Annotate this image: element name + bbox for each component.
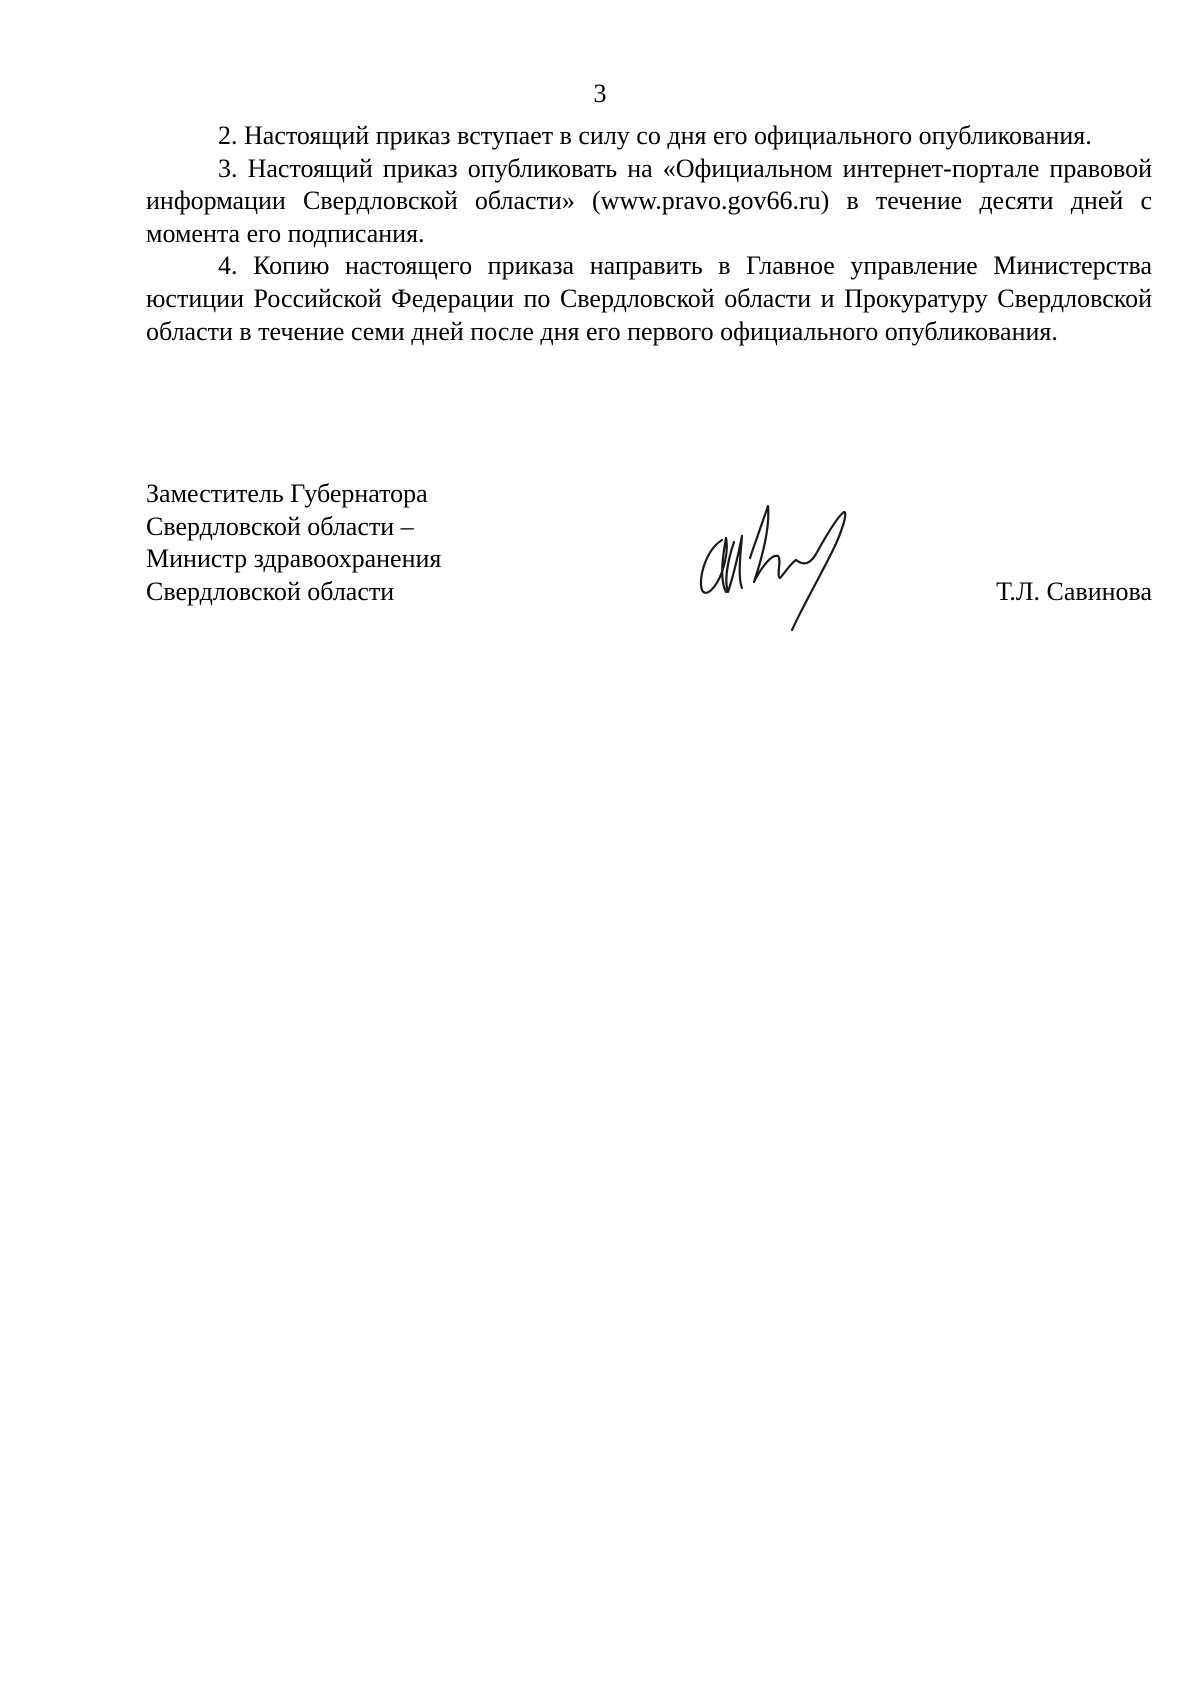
page-number: 3 xyxy=(593,79,607,108)
paragraph-item-3: 3. Настоящий приказ опубликовать на «Официальном интернет-портале правовой информации Свердловской области» (www.pravo.gov66.ru) в течение десяти дней с момента его подписания. xyxy=(146,153,1152,248)
position-line: Министр здравоохранения xyxy=(146,544,442,574)
signatory-position xyxy=(146,478,441,608)
position-line: Заместитель Губернатора xyxy=(146,479,428,508)
signer-name: Т.Л. Савинова xyxy=(996,576,1152,606)
signature-block xyxy=(146,478,1152,658)
document-body xyxy=(146,120,1152,348)
paragraph-item-2: 2. Настоящий приказ вступает в силу со дня его официального опубликования. xyxy=(218,121,1092,150)
position-line: Свердловской области xyxy=(146,576,395,606)
paragraph-item-4: 4. Копию настоящего приказа направить в Главное управление Министерства юстиции Российской Федерации по Свердловской области и Прокуратуру Свердловской области в течение семи дней после дня его первого официального опубликования. xyxy=(146,251,1152,346)
position-line: Свердловской области – xyxy=(146,511,414,541)
handwritten-signature xyxy=(692,500,872,636)
